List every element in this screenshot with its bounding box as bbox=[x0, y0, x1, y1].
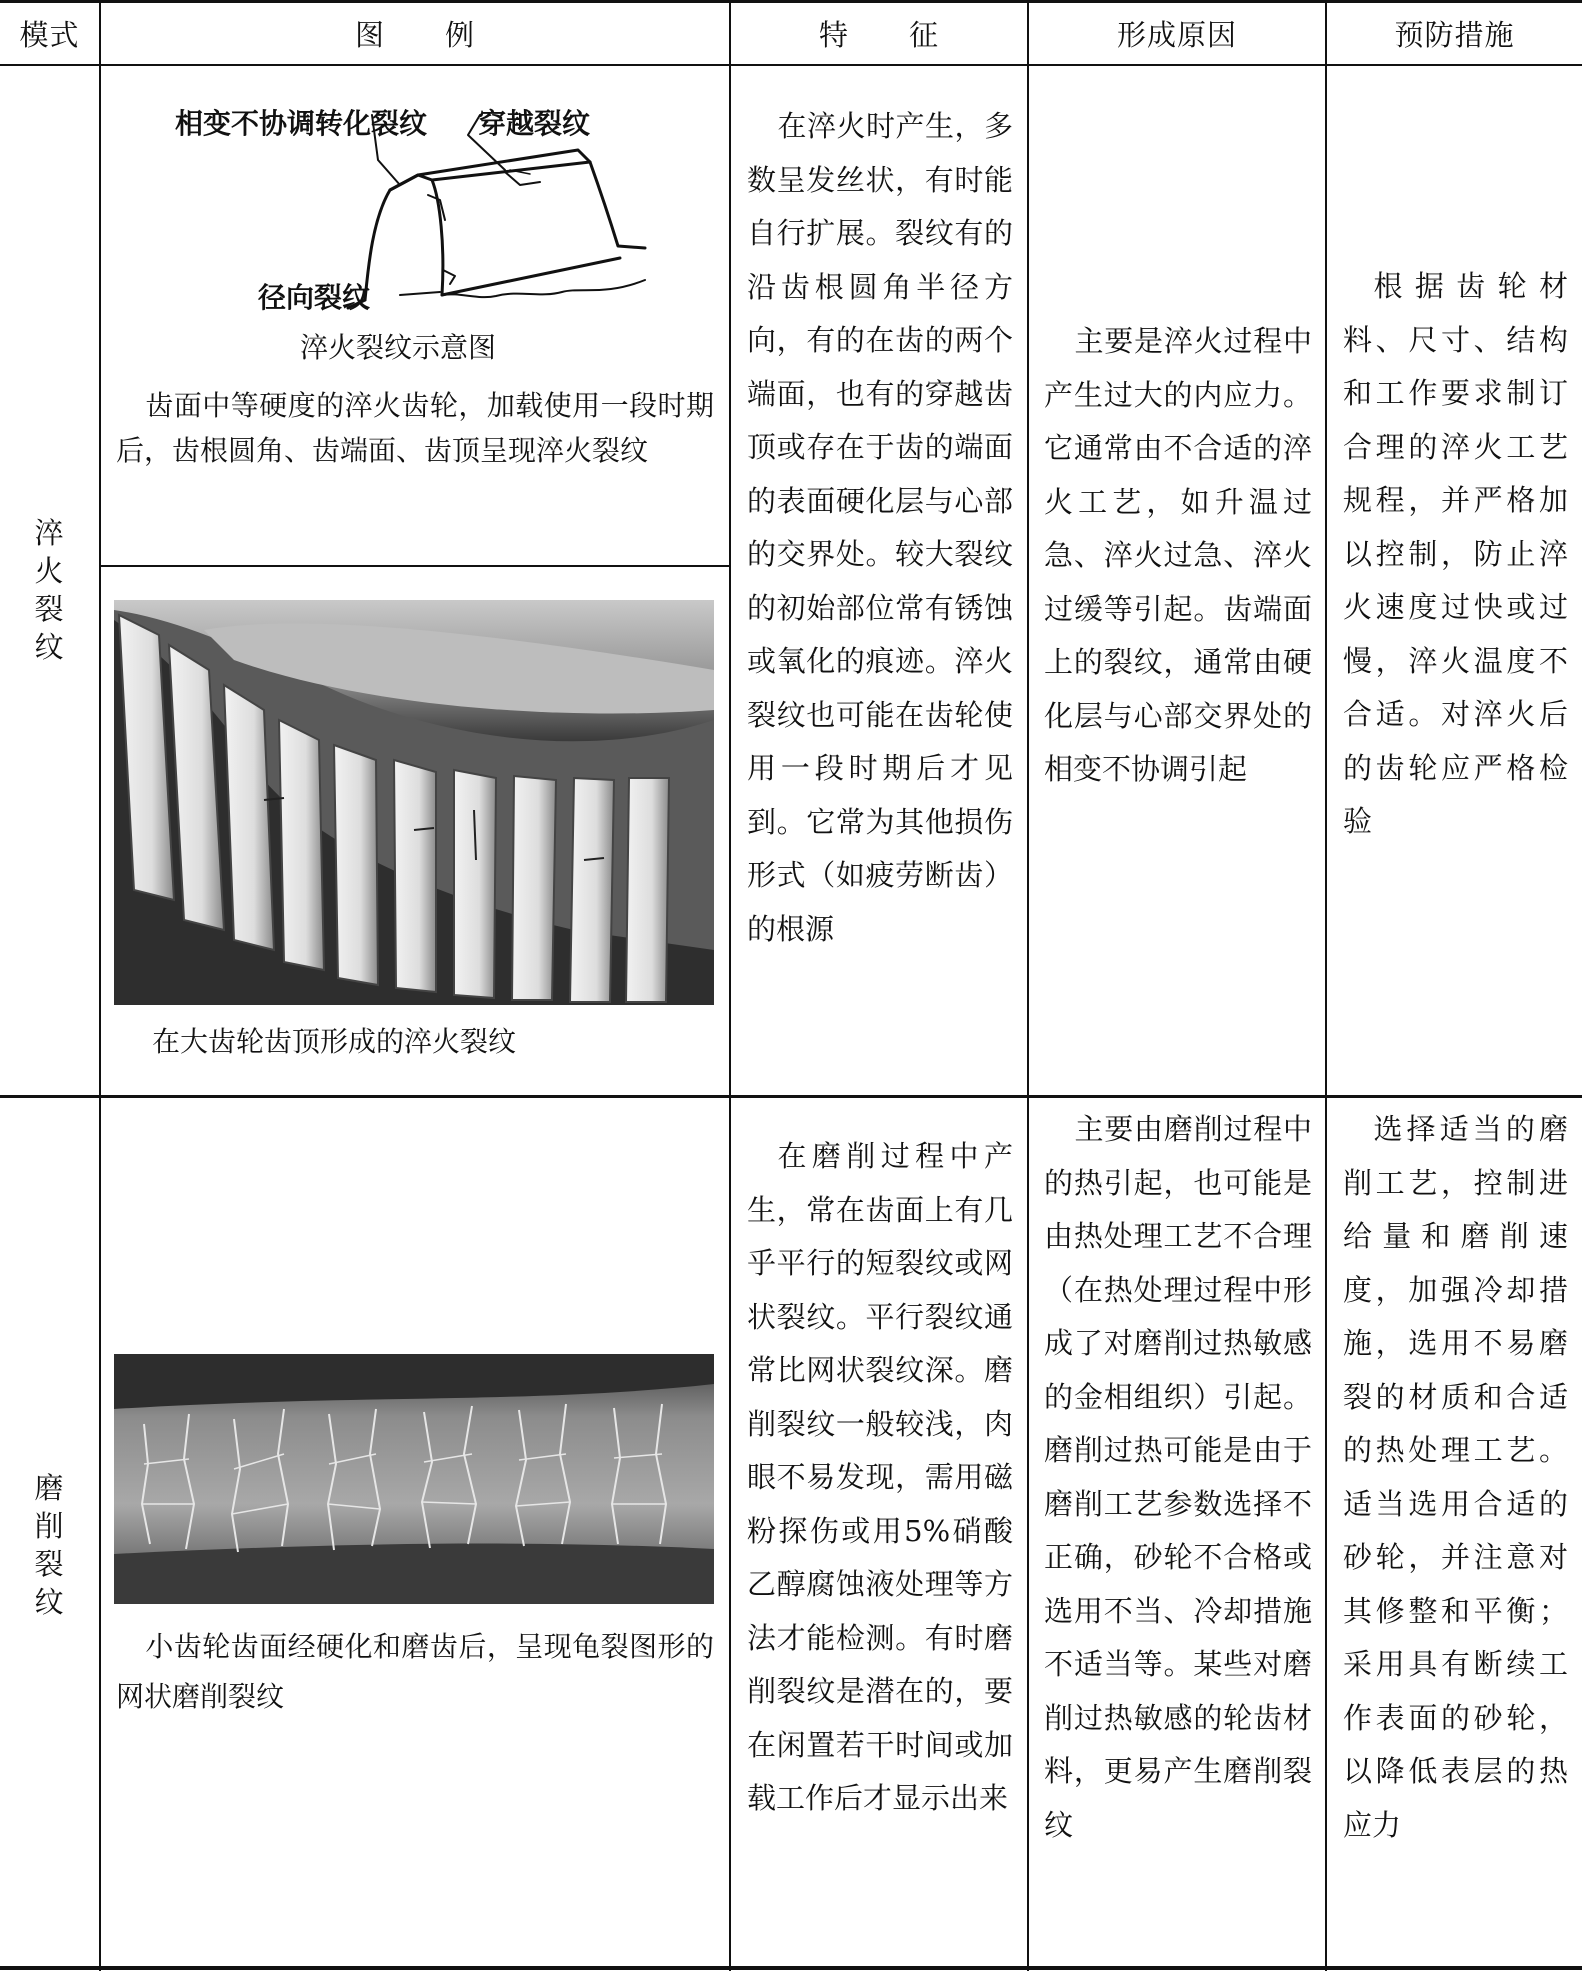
mode-char: 纹 bbox=[34, 630, 64, 664]
mode-char: 纹 bbox=[34, 1585, 64, 1619]
column-divider bbox=[1027, 0, 1029, 1971]
quench-crack-photo bbox=[114, 600, 714, 1005]
column-divider bbox=[729, 0, 731, 1971]
grinding-photo-image bbox=[114, 1354, 714, 1604]
grinding-prevention-text: 选择适当的磨削工艺，控制进给量和磨削速度，加强冷却措施，选用不易磨裂的材质和合适的热处理工艺。适当选用合适的砂轮，并注意对其修整和平衡；采用具有断续工作表面的砂轮，以降低表层的热应力 bbox=[1343, 1112, 1568, 1842]
header-prevention: 预防措施 bbox=[1394, 18, 1515, 52]
diagram-label-radial-crack: 径向裂纹 bbox=[258, 281, 371, 314]
mode-char: 磨 bbox=[34, 1471, 64, 1505]
quench-prevention-text: 根据齿轮材料、尺寸、结构和工作要求制订合理的淬火工艺规程，并严格加以控制，防止淬火速度过快或过慢，淬火温度不合适。对淬火后的齿轮应严格检验 bbox=[1343, 269, 1568, 838]
grinding-photo-caption: 小齿轮齿面经硬化和磨齿后，呈现龟裂图形的网状磨削裂纹 bbox=[116, 1630, 714, 1713]
figure-description: 齿面中等硬度的淬火齿轮，加载使用一段时期后，齿根圆角、齿端面、齿顶呈现淬火裂纹 bbox=[116, 389, 714, 467]
grinding-feature-text: 在磨削过程中产生，常在齿面上有几乎平行的短裂纹或网状裂纹。平行裂纹通常比网状裂纹深。磨削裂纹一般较浅，肉眼不易发现，需用磁粉探伤或用5%硝酸乙醇腐蚀液处理等方法才能检测。有时磨削裂纹是潜在的，要在闲置若干时间或加载工作后才显示出来 bbox=[747, 1139, 1013, 1815]
diagram-label-through-crack: 穿越裂纹 bbox=[478, 107, 591, 140]
quench-cause-text: 主要是淬火过程中产生过大的内应力。它通常由不合适的淬火工艺，如升温过急、淬火过急、淬火过缓等引起。齿端面上的裂纹，通常由硬化层与心部交界处的相变不协调引起 bbox=[1044, 324, 1312, 786]
quench-photo-caption: 在大齿轮齿顶形成的淬火裂纹 bbox=[152, 1025, 517, 1058]
header-figure: 图 例 bbox=[354, 18, 475, 52]
grinding-cause-text: 主要由磨削过程中的热引起，也可能是由热处理工艺不合理（在热处理过程中形成了对磨削过热敏感的金相组织）引起。磨削过热可能是由于磨削工艺参数选择不正确，砂轮不合格或选用不当、冷却措施不适当等。某些对磨削过热敏感的轮齿材料，更易产生磨削裂纹 bbox=[1044, 1112, 1312, 1842]
header-mode: 模式 bbox=[19, 18, 80, 52]
quench-feature-text: 在淬火时产生，多数呈发丝状，有时能自行扩展。裂纹有的沿齿根圆角半径方向，有的在齿的两个端面，也有的穿越齿顶或存在于齿的端面的表面硬化层与心部的交界处。较大裂纹的初始部位常有锈蚀或氧化的痕迹。淬火裂纹也可能在齿轮使用一段时期后才见到。它常为其他损伤形式（如疲劳断齿）的根源 bbox=[747, 109, 1013, 946]
mode-char: 淬 bbox=[34, 516, 64, 550]
row-divider bbox=[0, 1095, 1582, 1098]
table-bottom-border bbox=[0, 1966, 1582, 1970]
mode-char: 裂 bbox=[34, 592, 64, 626]
mode-char: 裂 bbox=[34, 1547, 64, 1581]
diagram-label-transform-crack: 相变不协调转化裂纹 bbox=[175, 107, 428, 140]
mode-quench-crack bbox=[29, 514, 69, 666]
header-cause: 形成原因 bbox=[1116, 18, 1237, 52]
mode-grinding-crack bbox=[29, 1469, 69, 1621]
mode-char: 削 bbox=[34, 1509, 64, 1543]
mode-char: 火 bbox=[34, 554, 64, 588]
diagram-caption: 淬火裂纹示意图 bbox=[300, 331, 497, 364]
column-divider bbox=[1325, 0, 1327, 1971]
figure-subdivider bbox=[100, 565, 730, 567]
header-feature: 特 征 bbox=[818, 18, 939, 52]
grinding-crack-photo bbox=[114, 1354, 714, 1604]
header-bottom-border bbox=[0, 64, 1582, 66]
gear-photo-image bbox=[114, 600, 714, 1005]
